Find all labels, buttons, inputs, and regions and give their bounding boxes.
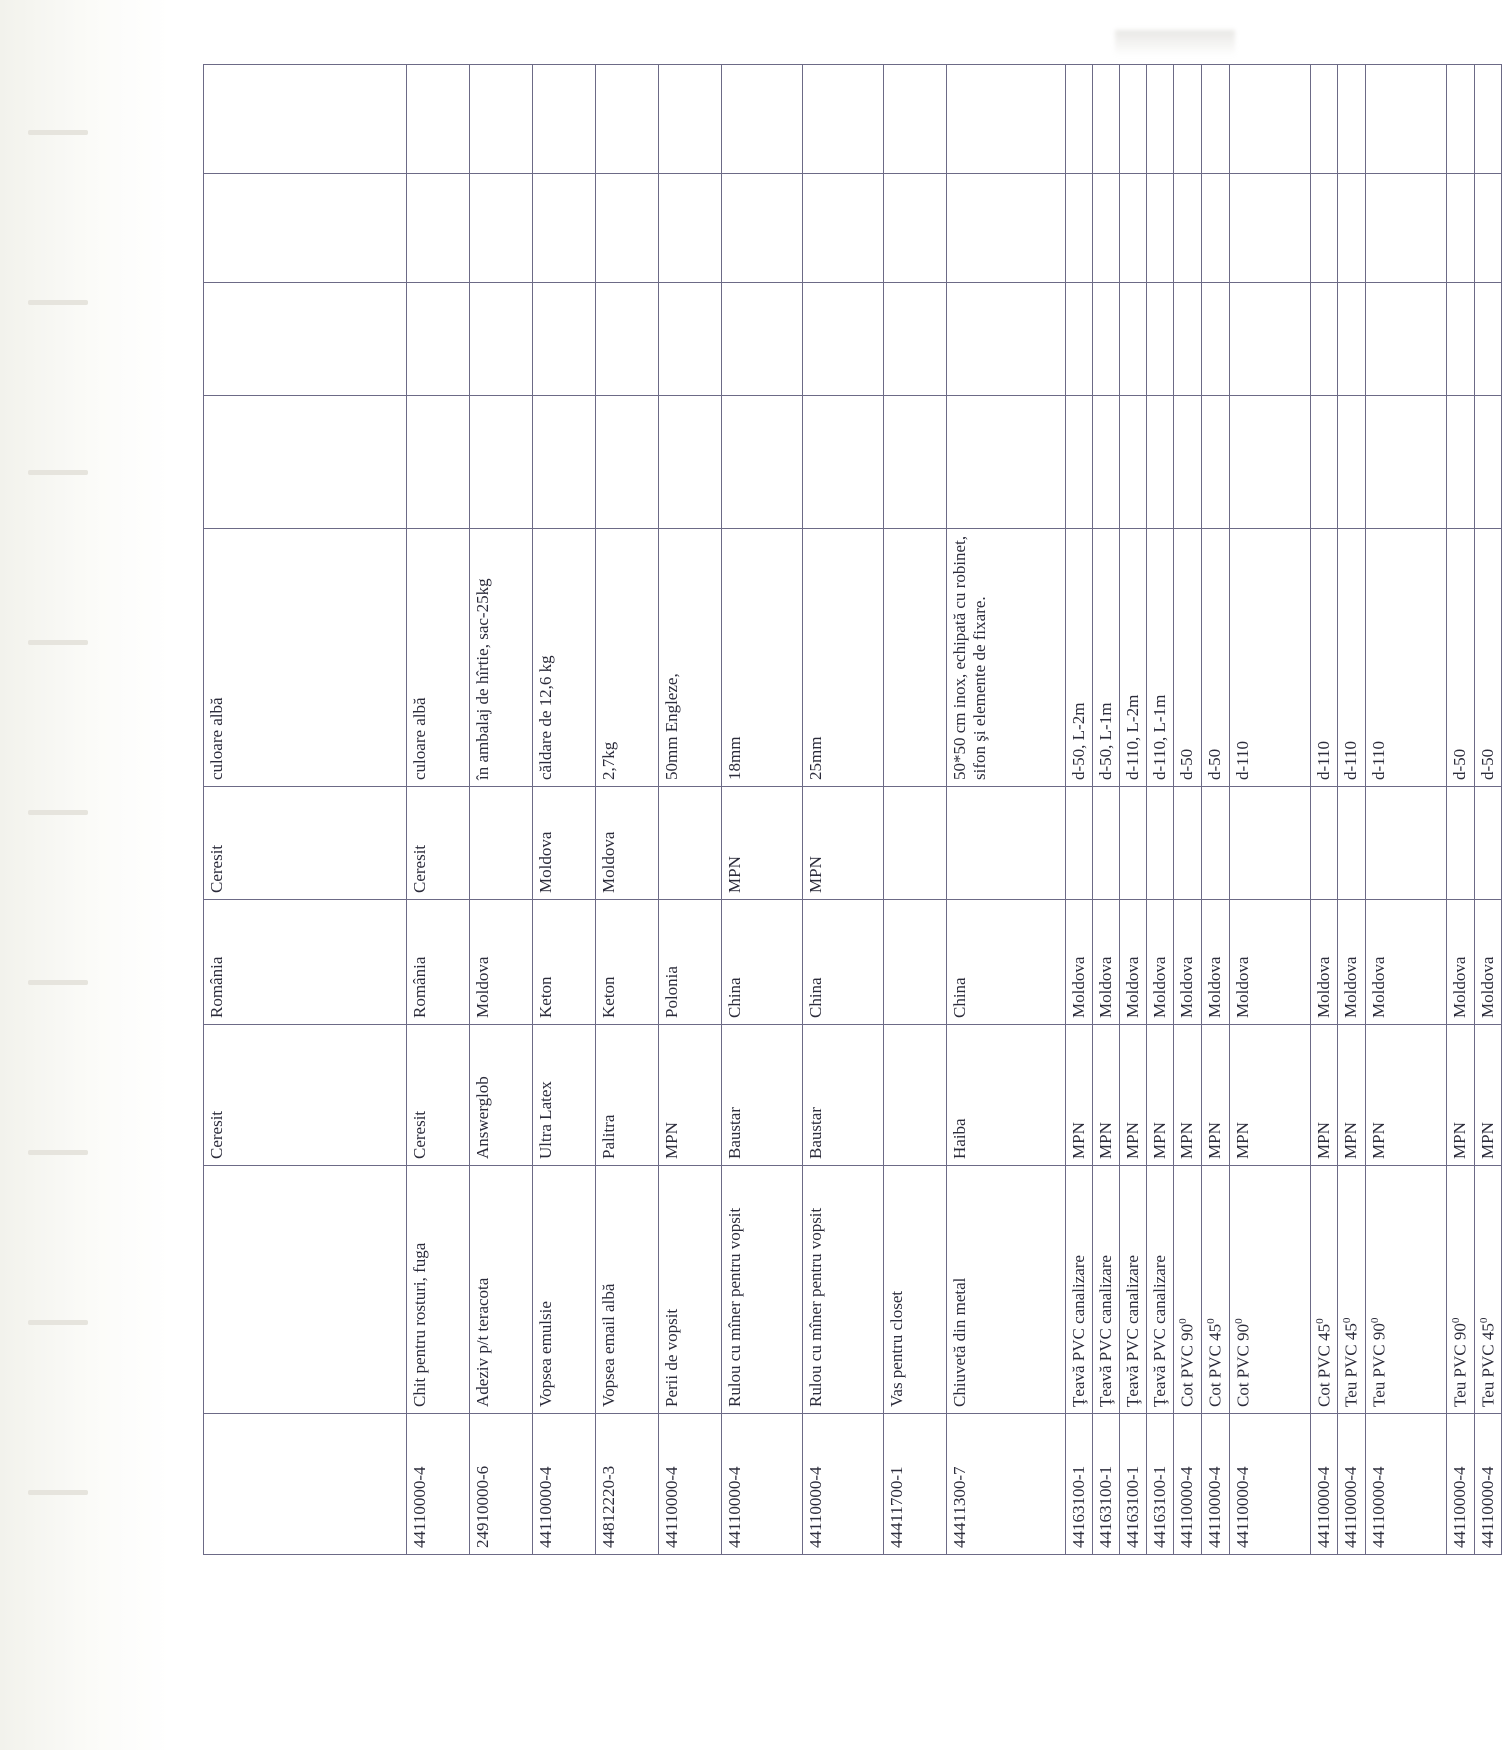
cell-empty-3 — [1474, 174, 1502, 283]
table-row — [203, 65, 406, 1555]
cell-caracteristici: 50*50 cm inox, echipată cu robinet, sifon şi elemente de fixare. — [946, 529, 1065, 787]
cell-caracteristici: d-110, L-2m — [1119, 529, 1146, 787]
cell-caracteristici: d-50 — [1474, 529, 1502, 787]
cell-marca — [1229, 787, 1310, 900]
cell-cod: 44411300-7 — [946, 1414, 1065, 1555]
table-row — [946, 65, 1065, 1555]
cell-empty-1 — [802, 396, 883, 529]
cell-denumire: Ţeavă PVC canalizare — [1146, 1166, 1173, 1414]
table-row — [1337, 65, 1365, 1555]
cell-denumire: Ţeavă PVC canalizare — [1092, 1166, 1119, 1414]
cell-empty-4 — [883, 65, 946, 174]
cell-empty-4 — [802, 65, 883, 174]
cell-denumire — [1310, 1166, 1338, 1414]
table-row — [1446, 65, 1474, 1555]
cell-producator: Ceresit — [406, 1025, 469, 1166]
cell-empty-4 — [469, 65, 532, 174]
cell-denumire — [203, 1166, 406, 1414]
table-row — [406, 65, 469, 1555]
cell-empty-1 — [469, 396, 532, 529]
table-row — [1092, 65, 1119, 1555]
cell-denumire: Perii de vopsit — [658, 1166, 721, 1414]
cell-caracteristici — [883, 529, 946, 787]
cell-tara: România — [406, 900, 469, 1025]
cell-empty-3 — [595, 174, 658, 283]
cell-marca — [1474, 787, 1502, 900]
denumire-superscript: 0 — [1340, 1317, 1353, 1324]
cell-cod: 44110000-4 — [802, 1414, 883, 1555]
cell-producator: MPN — [1201, 1025, 1229, 1166]
cell-caracteristici: d-50 — [1173, 529, 1201, 787]
table-row — [883, 65, 946, 1555]
cell-cod: 44163100-1 — [1119, 1414, 1146, 1555]
denumire-superscript: 0 — [1176, 1318, 1189, 1324]
cell-caracteristici: culoare albă — [406, 529, 469, 787]
cell-marca: MPN — [802, 787, 883, 900]
cell-empty-1 — [1146, 396, 1173, 529]
rotated-table-container — [203, 195, 1497, 1555]
cell-producator: Ceresit — [203, 1025, 406, 1166]
cell-empty-3 — [406, 174, 469, 283]
cell-empty-3 — [802, 174, 883, 283]
cell-empty-2 — [1229, 283, 1310, 396]
cell-tara: China — [946, 900, 1065, 1025]
denumire-text: Teu PVC 90 — [1369, 1323, 1389, 1407]
cell-empty-3 — [1173, 174, 1201, 283]
cell-empty-4 — [1229, 65, 1310, 174]
cell-denumire: Vopsea email albă — [595, 1166, 658, 1414]
cell-empty-3 — [658, 174, 721, 283]
cell-denumire: Chiuvetă din metal — [946, 1166, 1065, 1414]
cell-empty-2 — [1119, 283, 1146, 396]
cell-denumire — [1229, 1166, 1310, 1414]
cell-tara: Moldova — [1229, 900, 1310, 1025]
cell-cod: 44812220-3 — [595, 1414, 658, 1555]
cell-marca — [1201, 787, 1229, 900]
cell-tara — [883, 900, 946, 1025]
cell-empty-4 — [946, 65, 1065, 174]
cell-empty-4 — [1310, 65, 1338, 174]
cell-tara: Keton — [595, 900, 658, 1025]
cell-empty-3 — [532, 174, 595, 283]
cell-caracteristici: d-110 — [1337, 529, 1365, 787]
denumire-text: Cot PVC 45 — [1205, 1323, 1225, 1407]
table-row — [1173, 65, 1201, 1555]
denumire-text: Cot PVC 90 — [1232, 1323, 1252, 1407]
table-row — [1474, 65, 1502, 1555]
cell-producator: MPN — [658, 1025, 721, 1166]
cell-cod: 44110000-4 — [532, 1414, 595, 1555]
cell-empty-4 — [595, 65, 658, 174]
table-row — [1229, 65, 1310, 1555]
cell-tara: Moldova — [1119, 900, 1146, 1025]
cell-producator: Baustar — [721, 1025, 802, 1166]
cell-empty-1 — [203, 396, 406, 529]
cell-empty-2 — [1146, 283, 1173, 396]
denumire-superscript: 0 — [1232, 1318, 1245, 1324]
cell-cod: 44110000-4 — [1173, 1414, 1201, 1555]
cell-producator: MPN — [1474, 1025, 1502, 1166]
cell-empty-1 — [1337, 396, 1365, 529]
cell-empty-4 — [1065, 65, 1092, 174]
cell-empty-1 — [946, 396, 1065, 529]
cell-empty-1 — [1365, 396, 1446, 529]
cell-producator — [883, 1025, 946, 1166]
cell-empty-3 — [1310, 174, 1338, 283]
cell-empty-1 — [595, 396, 658, 529]
cell-caracteristici: în ambalaj de hîrtie, sac-25kg — [469, 529, 532, 787]
cell-empty-2 — [1365, 283, 1446, 396]
cell-marca — [1173, 787, 1201, 900]
cell-caracteristici: d-110, L-1m — [1146, 529, 1173, 787]
table-row — [595, 65, 658, 1555]
cell-caracteristici: 50mm Engleze, — [658, 529, 721, 787]
cell-caracteristici: d-50, L-2m — [1065, 529, 1092, 787]
materials-table — [203, 64, 1502, 1555]
cell-caracteristici: d-50 — [1201, 529, 1229, 787]
table-row — [658, 65, 721, 1555]
cell-empty-4 — [1337, 65, 1365, 174]
cell-empty-3 — [203, 174, 406, 283]
cell-tara: Moldova — [1092, 900, 1119, 1025]
cell-empty-2 — [1092, 283, 1119, 396]
cell-tara: Moldova — [1065, 900, 1092, 1025]
cell-empty-4 — [721, 65, 802, 174]
cell-empty-1 — [1065, 396, 1092, 529]
cell-tara: Moldova — [1310, 900, 1338, 1025]
cell-denumire: Rulou cu mîner pentru vopsit — [802, 1166, 883, 1414]
cell-empty-2 — [1310, 283, 1338, 396]
denumire-superscript: 0 — [1449, 1317, 1462, 1324]
cell-empty-1 — [1119, 396, 1146, 529]
cell-marca: Moldova — [532, 787, 595, 900]
cell-marca — [1092, 787, 1119, 900]
cell-marca — [1310, 787, 1338, 900]
denumire-text: Teu PVC 90 — [1450, 1323, 1470, 1407]
cell-empty-4 — [1146, 65, 1173, 174]
cell-cod: 44163100-1 — [1146, 1414, 1173, 1555]
cell-caracteristici: d-110 — [1365, 529, 1446, 787]
cell-denumire — [1173, 1166, 1201, 1414]
cell-empty-2 — [883, 283, 946, 396]
cell-producator: MPN — [1146, 1025, 1173, 1166]
cell-cod: 44110000-4 — [658, 1414, 721, 1555]
cell-denumire: Rulou cu mîner pentru vopsit — [721, 1166, 802, 1414]
cell-empty-1 — [1173, 396, 1201, 529]
cell-producator: MPN — [1229, 1025, 1310, 1166]
cell-tara: România — [203, 900, 406, 1025]
cell-cod: 44110000-4 — [721, 1414, 802, 1555]
cell-denumire: Chit pentru rosturi, fuga — [406, 1166, 469, 1414]
table-row — [1065, 65, 1092, 1555]
cell-cod — [203, 1414, 406, 1555]
cell-tara: Moldova — [1173, 900, 1201, 1025]
cell-empty-1 — [1474, 396, 1502, 529]
cell-cod: 44110000-4 — [1229, 1414, 1310, 1555]
denumire-text: Teu PVC 45 — [1341, 1323, 1361, 1407]
cell-marca: MPN — [721, 787, 802, 900]
cell-empty-2 — [1446, 283, 1474, 396]
cell-producator: MPN — [1365, 1025, 1446, 1166]
cell-empty-2 — [1173, 283, 1201, 396]
cell-marca — [1065, 787, 1092, 900]
cell-empty-4 — [1119, 65, 1146, 174]
cell-cod: 44110000-4 — [1337, 1414, 1365, 1555]
cell-marca: Ceresit — [203, 787, 406, 900]
cell-empty-2 — [469, 283, 532, 396]
table-body — [203, 65, 1501, 1555]
cell-empty-4 — [406, 65, 469, 174]
cell-denumire: Vas pentru closet — [883, 1166, 946, 1414]
denumire-superscript: 0 — [1477, 1317, 1490, 1324]
cell-denumire: Ţeavă PVC canalizare — [1119, 1166, 1146, 1414]
cell-empty-3 — [1146, 174, 1173, 283]
cell-empty-2 — [406, 283, 469, 396]
cell-empty-4 — [1201, 65, 1229, 174]
cell-empty-4 — [1173, 65, 1201, 174]
cell-empty-1 — [1092, 396, 1119, 529]
cell-empty-2 — [595, 283, 658, 396]
cell-empty-3 — [1119, 174, 1146, 283]
cell-tara: Moldova — [1446, 900, 1474, 1025]
cell-empty-3 — [1092, 174, 1119, 283]
cell-empty-2 — [802, 283, 883, 396]
cell-cod: 44163100-1 — [1092, 1414, 1119, 1555]
cell-empty-1 — [1310, 396, 1338, 529]
cell-producator: MPN — [1446, 1025, 1474, 1166]
cell-tara: Moldova — [1474, 900, 1502, 1025]
cell-cod: 44163100-1 — [1065, 1414, 1092, 1555]
cell-empty-4 — [203, 65, 406, 174]
cell-empty-2 — [532, 283, 595, 396]
cell-empty-4 — [532, 65, 595, 174]
cell-empty-3 — [1201, 174, 1229, 283]
cell-marca — [883, 787, 946, 900]
cell-cod: 44110000-4 — [1446, 1414, 1474, 1555]
cell-empty-2 — [1474, 283, 1502, 396]
table-row — [1201, 65, 1229, 1555]
cell-producator: Baustar — [802, 1025, 883, 1166]
cell-denumire — [1474, 1166, 1502, 1414]
cell-empty-3 — [1065, 174, 1092, 283]
cell-producator: MPN — [1337, 1025, 1365, 1166]
cell-empty-1 — [883, 396, 946, 529]
cell-producator: Palitra — [595, 1025, 658, 1166]
cell-cod: 44110000-4 — [1474, 1414, 1502, 1555]
cell-empty-2 — [1201, 283, 1229, 396]
cell-marca: Moldova — [595, 787, 658, 900]
cell-cod: 24910000-6 — [469, 1414, 532, 1555]
cell-producator: MPN — [1092, 1025, 1119, 1166]
cell-empty-2 — [203, 283, 406, 396]
cell-marca: Ceresit — [406, 787, 469, 900]
cell-empty-2 — [946, 283, 1065, 396]
cell-caracteristici: d-50, L-1m — [1092, 529, 1119, 787]
cell-caracteristici: d-110 — [1229, 529, 1310, 787]
cell-tara: China — [721, 900, 802, 1025]
table-row — [1146, 65, 1173, 1555]
cell-producator: Haiba — [946, 1025, 1065, 1166]
cell-empty-3 — [946, 174, 1065, 283]
cell-empty-4 — [1474, 65, 1502, 174]
cell-empty-4 — [658, 65, 721, 174]
cell-tara: Polonia — [658, 900, 721, 1025]
cell-tara: Moldova — [1201, 900, 1229, 1025]
cell-cod: 44110000-4 — [1201, 1414, 1229, 1555]
cell-producator: MPN — [1173, 1025, 1201, 1166]
cell-marca — [658, 787, 721, 900]
cell-marca — [1146, 787, 1173, 900]
cell-producator: Ultra Latex — [532, 1025, 595, 1166]
denumire-superscript: 0 — [1204, 1318, 1217, 1324]
table-row — [802, 65, 883, 1555]
cell-tara: Moldova — [469, 900, 532, 1025]
cell-caracteristici: d-50 — [1446, 529, 1474, 787]
cell-empty-3 — [1229, 174, 1310, 283]
table-row — [469, 65, 532, 1555]
cell-caracteristici: 25mm — [802, 529, 883, 787]
denumire-superscript: 0 — [1313, 1318, 1326, 1324]
cell-tara: Keton — [532, 900, 595, 1025]
cell-denumire: Vopsea emulsie — [532, 1166, 595, 1414]
cell-marca — [1337, 787, 1365, 900]
denumire-text: Cot PVC 45 — [1313, 1323, 1333, 1407]
table-row — [1310, 65, 1338, 1555]
cell-denumire: Ţeavă PVC canalizare — [1065, 1166, 1092, 1414]
cell-tara: Moldova — [1146, 900, 1173, 1025]
cell-cod: 44110000-4 — [406, 1414, 469, 1555]
cell-empty-3 — [1365, 174, 1446, 283]
cell-empty-1 — [721, 396, 802, 529]
cell-marca — [1365, 787, 1446, 900]
denumire-text: Teu PVC 45 — [1477, 1323, 1497, 1407]
cell-empty-3 — [469, 174, 532, 283]
cell-denumire: Adeziv p/t teracota — [469, 1166, 532, 1414]
table-row — [721, 65, 802, 1555]
cell-cod: 44110000-4 — [1365, 1414, 1446, 1555]
cell-empty-2 — [658, 283, 721, 396]
table-row — [532, 65, 595, 1555]
cell-empty-3 — [1446, 174, 1474, 283]
cell-tara: Moldova — [1337, 900, 1365, 1025]
cell-producator: MPN — [1119, 1025, 1146, 1166]
cell-marca — [469, 787, 532, 900]
cell-producator: Answerglob — [469, 1025, 532, 1166]
cell-empty-2 — [1337, 283, 1365, 396]
cell-denumire — [1201, 1166, 1229, 1414]
cell-empty-3 — [1337, 174, 1365, 283]
cell-marca — [1119, 787, 1146, 900]
cell-marca — [946, 787, 1065, 900]
cell-empty-4 — [1092, 65, 1119, 174]
cell-producator: MPN — [1310, 1025, 1338, 1166]
cell-empty-2 — [1065, 283, 1092, 396]
cell-caracteristici: căldare de 12,6 kg — [532, 529, 595, 787]
cell-empty-2 — [721, 283, 802, 396]
cell-tara: Moldova — [1365, 900, 1446, 1025]
cell-empty-1 — [658, 396, 721, 529]
cell-denumire — [1337, 1166, 1365, 1414]
cell-empty-1 — [1446, 396, 1474, 529]
cell-tara: China — [802, 900, 883, 1025]
cell-empty-1 — [1201, 396, 1229, 529]
cell-empty-4 — [1446, 65, 1474, 174]
cell-denumire — [1446, 1166, 1474, 1414]
cell-empty-1 — [1229, 396, 1310, 529]
cell-caracteristici: d-110 — [1310, 529, 1338, 787]
cell-cod: 44110000-4 — [1310, 1414, 1338, 1555]
denumire-superscript: 0 — [1368, 1317, 1381, 1324]
cell-empty-3 — [721, 174, 802, 283]
cell-caracteristici: 18mm — [721, 529, 802, 787]
cell-cod: 44411700-1 — [883, 1414, 946, 1555]
cell-marca — [1446, 787, 1474, 900]
cell-caracteristici: 2,7kg — [595, 529, 658, 787]
cell-empty-4 — [1365, 65, 1446, 174]
cell-empty-3 — [883, 174, 946, 283]
cell-denumire — [1365, 1166, 1446, 1414]
cell-caracteristici: culoare albă — [203, 529, 406, 787]
cell-empty-1 — [406, 396, 469, 529]
table-row — [1119, 65, 1146, 1555]
cell-empty-1 — [532, 396, 595, 529]
denumire-text: Cot PVC 90 — [1177, 1323, 1197, 1407]
cell-producator: MPN — [1065, 1025, 1092, 1166]
table-row — [1365, 65, 1446, 1555]
